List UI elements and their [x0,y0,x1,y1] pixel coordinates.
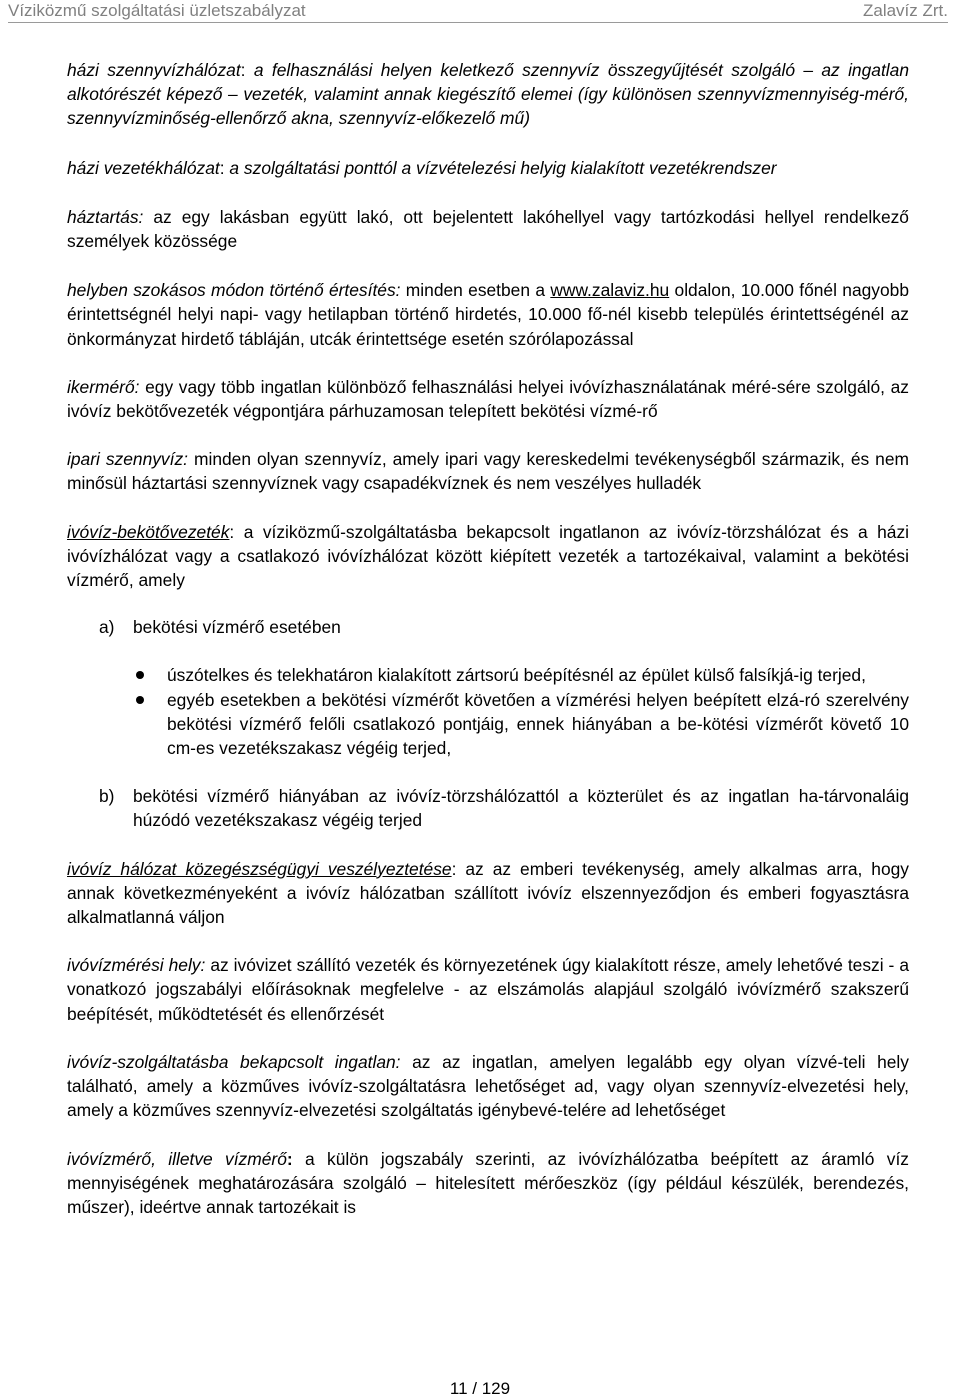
definition-text: a külön jogszabály szerinti, az ivóvízhálózatba beépített az áramló víz mennyiségének meghatározására szolgáló – hitelesített mérőeszköz (így például készülék, berendezés, műszer), ideértve annak tartozékait is [67,1148,909,1217]
bullet-item [167,688,909,761]
header-company-name: Zalavíz Zrt. [862,1,948,20]
definition-text: egy vagy több ingatlan különböző felhasználási helyei ivóvízhasználatának méré-sére szolgáló, az ivóvíz bekötővezeték végpontjára párhuzamosan telepített bekötési vízmé-rő [67,376,909,422]
definition-ipari-szennyviz [67,447,909,495]
definition-term: helyben szokásos módon történő értesítés: [67,280,401,301]
definition-text: az egy lakásban együtt lakó, ott bejelentett lakóhellyel vagy tartózkodási hellyel rendelkező személyek közössége [67,206,909,252]
definition-text: minden esetben a [405,280,551,301]
definition-term: ikermérő: [67,376,140,397]
definition-helyben-szokasos-ertesites [67,278,909,351]
definition-bekapcsolt-ingatlan [67,1050,909,1123]
header-document-title: Víziközmű szolgáltatási üzletszabályzat [8,1,306,20]
definition-ivoviz-bekotovezetek: ivóvíz-bekötővezeték: a víziközmű-szolgáltatásba bekapcsolt ingatlanon az ivóvíz-törzshálózat és a házi ivóvízhálózat vagy a csatlakozó ivóvízhálózat között kiépített vezeték a tartozékaival, valamint a bekötési vízmérő, amely [67,521,909,591]
definition-text: minden olyan szennyvíz, amely ipari vagy kereskedelmi tevékenységből származik, és nem minősül háztartási szennyvíznek vagy csapadékvíznek és nem veszélyes hulladék [67,449,909,494]
definition-term: házi vezetékhálózat [67,157,220,178]
definition-text: a felhasználási helyen keletkező szennyvíz összegyűjtését szolgáló – az ingatlan alkotórészét képező – vezeték, valamint annak kiegészítő elemei (így különösen szennyvízmennyiség-mérő, szennyvízminőség-ellenőrző akna, szennyvíz-előkezelő mű) [67,60,909,129]
definition-text: az ivóvizet szállító vezeték és környezetének úgy kialakított része, amely lehetővé teszi - a vonatkozó jogszabályi előírásoknak megfelelve - az elszámolás alapjául szolgáló ivóvízmérő szakszerű beépítését, működtetését és ellenőrzését [67,955,909,1024]
list-item-text: bekötési vízmérő esetében [133,617,341,638]
definition-term: ivóvízmérő, illetve vízmérő [67,1148,287,1169]
definition-term: ivóvíz-bekötővezeték [67,521,230,542]
list-item-a [67,615,909,639]
definition-haztartas [67,205,909,253]
page-number: 11 / 129 [449,1379,511,1398]
definition-text: a szolgáltatási ponttól a vízvételezési helyig kialakított vezetékrendszer [229,157,777,178]
running-header [8,0,948,23]
definition-ivovizmero: ivóvízmérő, illetve vízmérő: a külön jogszabály szerinti, az ivóvízhálózatba beépített az áramló víz mennyiségének meghatározására szolgáló – hitelesített mérőeszköz (így például készülék, berendezés, műszer), ideértve annak tartozékait is [67,1148,909,1217]
definition-ivovizmeresi-hely [67,953,909,1026]
list-marker-b: b) [99,786,115,807]
definition-hazi-vezetekhalozat: házi vezetékhálózat: a szolgáltatási ponttól a vízvételezési helyig kialakított vezetékrendszer [67,157,777,178]
bullet-text: úszótelkes és telekhatáron kialakított zártsorú beépítésnél az épület külső falsíkjá-ig terjed, [167,665,866,686]
bullet-text: egyéb esetekben a bekötési vízmérőt követően a vízmérési helyen beépített elzá-ró szerelvény bekötési vízmérő felőli csatlakozó pontjáig, ennek hiányában a be-kötési vízmérőt követő 10 cm-es vezetékszakasz végéig terjed, [167,689,909,759]
bullet-icon [136,696,144,704]
document-body [67,58,909,1219]
bullet-icon [136,671,144,679]
definition-term: ivóvíz hálózat közegészségügyi veszélyeztetése [67,858,452,879]
definition-term: ivóvízmérési hely: [67,955,206,976]
bullet-item [167,663,909,687]
definition-term: háztartás: [67,206,144,227]
list-item-text: bekötési vízmérő hiányában az ivóvíz-törzshálózattól a közterület és az ingatlan ha-tárvonaláig húzódó vezetékszakasz végéig terjed [133,786,909,831]
definition-term: ivóvíz-szolgáltatásba bekapcsolt ingatlan: [67,1051,401,1072]
definition-term: ipari szennyvíz: [67,449,188,470]
definition-kozegeszsegugyi-veszelyeztetes: ivóvíz hálózat közegészségügyi veszélyeztetése: az az emberi tevékenység, amely alkalmas arra, hogy annak következményeként a ivóvíz hálózatban szállított ivóvíz elszennyeződjon és emberi fogyasztásra alkalmatlanná váljon [67,858,910,928]
list-marker-a: a) [99,617,115,638]
definition-text: az az ingatlan, amelyen legalább egy olyan vízvé-teli hely található, amely a közműves ivóvíz-szolgáltatásra lehetőséget ad, vagy olyan szennyvíz-elvezetési hely, amely a közműves szennyvíz-elvezetési szolgáltatás igénybevé-telére ad lehetőséget [67,1051,909,1121]
definition-ikermero [67,375,909,423]
definition-term: házi szennyvízhálózat [67,60,241,80]
website-link[interactable]: www.zalaviz.hu [550,280,670,301]
list-item-b [67,784,909,832]
definition-text: az az emberi tevékenység, amely alkalmas arra, hogy annak következményeként a ivóvíz hálózatban szállított ivóvíz elszennyeződjon és emberi fogyasztásra alkalmatlanná váljon [67,858,910,928]
definition-hazi-szennyvizhalozat: házi szennyvízhálózat: a felhasználási helyen keletkező szennyvíz összegyűjtését szolgáló – az ingatlan alkotórészét képező – vezeték, valamint annak kiegészítő elemei (így különösen szennyvízmennyiség-mérő, szennyvízminőség-ellenőrző akna, szennyvíz-előkezelő mű) [67,60,909,129]
definition-text: oldalon, 10.000 főnél nagyobb érintettségnél helyi napi- vagy hetilapban történő hirdetés, 10.000 fő-nél kisebb település érintettségénél az önkormányzat hirdető tábláján, utcák érintettsége esetén szórólapozással [67,280,909,349]
definition-text: a víziközmű-szolgáltatásba bekapcsolt ingatlanon az ivóvíz-törzshálózat és a házi ivóvízhálózat vagy a csatlakozó ivóvízhálózat között kiépített vezeték a tartozékaival, valamint a bekötési vízmérő, amely [67,521,909,591]
bullet-list [67,663,909,760]
